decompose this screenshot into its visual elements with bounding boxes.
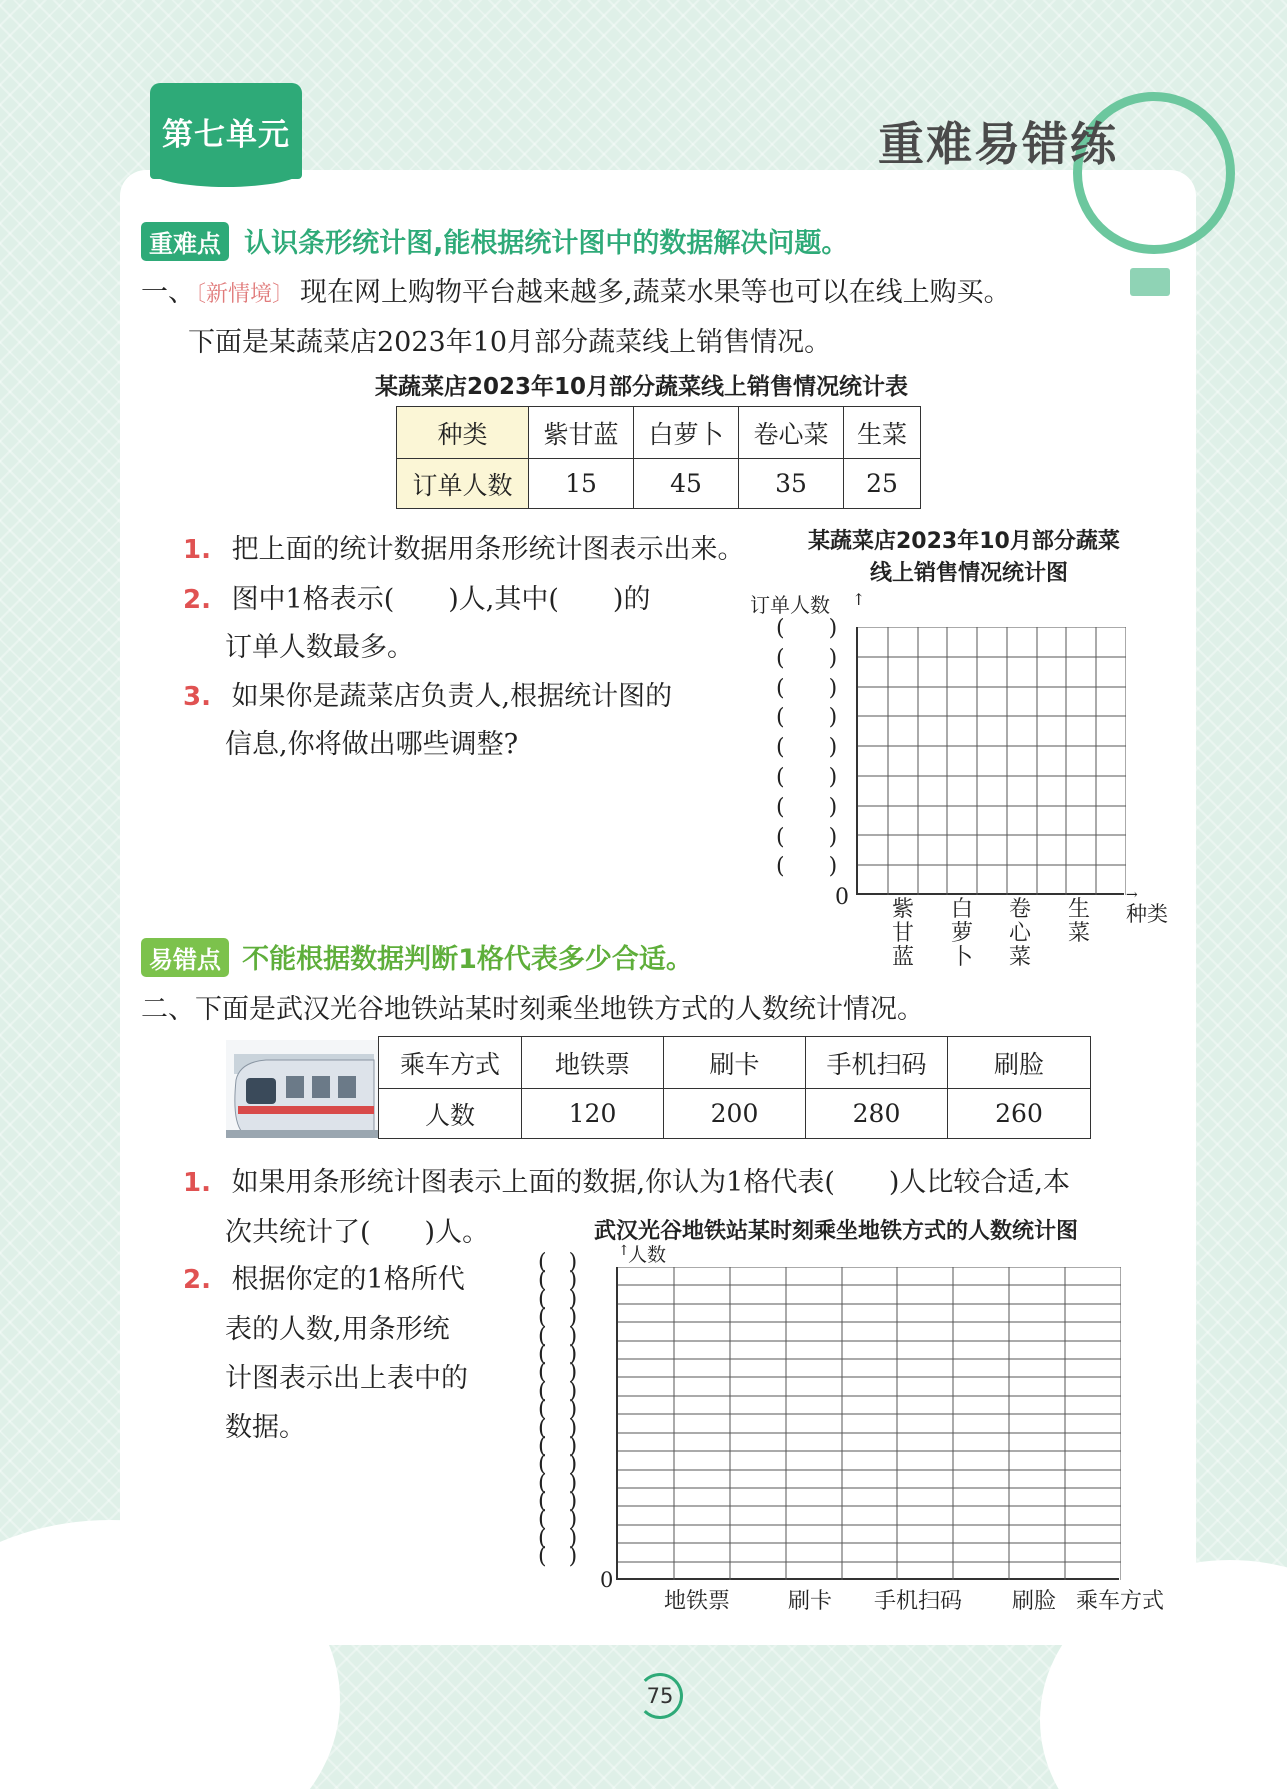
- balloon-basket-icon: [1130, 268, 1170, 296]
- sub-text: 如果用条形统计图表示上面的数据,你认为1格代表( )人比较合适,本: [231, 1167, 1070, 1198]
- sub-text: 图中1格表示( )人,其中( )的: [231, 584, 651, 615]
- table-header-cell: 种类: [397, 407, 529, 459]
- key-point-tag: 重难点: [141, 222, 229, 261]
- q1-chart-title2: 线上销售情况统计图: [870, 561, 1069, 586]
- y-scale-blank[interactable]: ( ): [538, 1507, 578, 1533]
- y-scale-blank[interactable]: ( ): [776, 705, 838, 731]
- y-axis-arrow-icon: ↑: [618, 1243, 630, 1259]
- y-scale-blank[interactable]: ( ): [538, 1544, 578, 1570]
- table-cell: 白萝卜: [634, 407, 739, 459]
- q1-table-title: 某蔬菜店2023年10月部分蔬菜线上销售情况统计表: [375, 374, 909, 400]
- q1-chart-ylabel: 订单人数: [750, 593, 830, 617]
- q2-x-tick: 刷卡: [788, 1589, 833, 1614]
- q1-x-tick: 紫甘蓝: [891, 897, 914, 970]
- sub-text: 次共统计了( )人。: [225, 1217, 490, 1248]
- table-cell: 地铁票: [522, 1037, 664, 1089]
- q2-sub2: [183, 1255, 468, 1452]
- sub-text: 数据。: [225, 1412, 306, 1443]
- table-cell: 15: [529, 459, 634, 509]
- q2-x-tick: 手机扫码: [874, 1589, 963, 1614]
- y-scale-blank[interactable]: ( ): [538, 1397, 578, 1423]
- sub-text: 计图表示出上表中的: [225, 1363, 468, 1394]
- x-axis-arrow-icon: →: [1126, 887, 1138, 903]
- y-scale-blank[interactable]: ( ): [776, 824, 838, 850]
- sub-number: 3.: [183, 682, 211, 712]
- q1-chart-grid: [856, 627, 1124, 895]
- subway-train-illustration: [226, 1040, 378, 1138]
- table-cell: 刷脸: [948, 1037, 1091, 1089]
- q1-sub1: [183, 527, 745, 566]
- q1-intro1: 现在网上购物平台越来越多,蔬菜水果等也可以在线上购买。: [300, 277, 1011, 308]
- y-scale-blank[interactable]: ( ): [538, 1525, 578, 1551]
- table-row: [379, 1089, 1091, 1139]
- sub-number: 2.: [183, 1265, 211, 1295]
- sub-text: 表的人数,用条形统: [225, 1314, 450, 1345]
- table-cell: 紫甘蓝: [529, 407, 634, 459]
- error-point-text: 不能根据数据判断1格代表多少合适。: [242, 944, 693, 975]
- y-scale-blank[interactable]: ( ): [538, 1341, 578, 1367]
- q2-chart-origin: 0: [600, 1568, 614, 1592]
- key-point: [141, 221, 848, 261]
- q1-table: [396, 406, 921, 509]
- table-cell: 45: [634, 459, 739, 509]
- sub-number: 1.: [183, 535, 211, 565]
- y-scale-blank[interactable]: ( ): [538, 1433, 578, 1459]
- sub-number: 1.: [183, 1168, 211, 1198]
- section-title: 重难易错练: [878, 117, 1118, 171]
- sub-text: 信息,你将做出哪些调整?: [225, 729, 519, 760]
- new-situation-tag: 〔新情境〕: [195, 282, 295, 307]
- unit-label: 第七单元: [162, 116, 290, 153]
- table-cell: 280: [806, 1089, 948, 1139]
- q1-x-tick: 白萝卜: [950, 897, 973, 970]
- q1-sub3: [183, 673, 672, 769]
- table-row: [397, 459, 921, 509]
- sub-text: 把上面的统计数据用条形统计图表示出来。: [231, 534, 745, 565]
- q1-chart-title1: 某蔬菜店2023年10月部分蔬菜: [808, 529, 1120, 554]
- unit-tab: [150, 83, 302, 179]
- y-scale-blank[interactable]: ( ): [538, 1470, 578, 1496]
- y-scale-blank[interactable]: ( ): [538, 1489, 578, 1515]
- error-point: [141, 937, 693, 977]
- y-scale-blank[interactable]: ( ): [776, 794, 838, 820]
- y-scale-blank[interactable]: ( ): [538, 1452, 578, 1478]
- q1-y-scale-blanks: [776, 614, 837, 882]
- sub-text: 订单人数最多。: [225, 632, 414, 663]
- q1-x-tick: 卷心菜: [1008, 897, 1031, 970]
- table-header-cell: 订单人数: [397, 459, 529, 509]
- y-scale-blank[interactable]: ( ): [538, 1415, 578, 1441]
- y-scale-blank[interactable]: ( ): [538, 1305, 578, 1331]
- sub-text: 如果你是蔬菜店负责人,根据统计图的: [231, 681, 673, 712]
- y-scale-blank[interactable]: ( ): [776, 616, 838, 641]
- table-cell: 手机扫码: [806, 1037, 948, 1089]
- y-scale-blank[interactable]: ( ): [538, 1268, 578, 1294]
- sub-number: 2.: [183, 585, 211, 615]
- table-cell: 260: [948, 1089, 1091, 1139]
- table-cell: 35: [739, 459, 844, 509]
- y-scale-blank[interactable]: ( ): [538, 1360, 578, 1386]
- page-number: 75: [637, 1673, 683, 1719]
- sub-text: 根据你定的1格所代: [231, 1264, 465, 1295]
- q2-chart-title: 武汉光谷地铁站某时刻乘坐地铁方式的人数统计图: [594, 1219, 1079, 1244]
- y-scale-blank[interactable]: ( ): [538, 1378, 578, 1404]
- table-row: [397, 407, 921, 459]
- q1-x-tick: 生菜: [1067, 897, 1090, 946]
- q2-grid-lines: [618, 1267, 1121, 1580]
- table-header-cell: 人数: [379, 1089, 522, 1139]
- y-scale-blank[interactable]: ( ): [538, 1323, 578, 1349]
- y-scale-blank[interactable]: ( ): [776, 854, 838, 880]
- table-cell: 120: [522, 1089, 664, 1139]
- y-scale-blank[interactable]: ( ): [776, 645, 838, 671]
- q1-prefix: 一、: [141, 277, 195, 308]
- y-scale-blank[interactable]: ( ): [538, 1250, 578, 1275]
- q2-x-tick: 地铁票: [664, 1589, 731, 1614]
- q1-intro-line1: [141, 270, 1011, 309]
- q1-grid-lines: [858, 627, 1126, 895]
- table-cell: 25: [844, 459, 921, 509]
- y-scale-blank[interactable]: ( ): [538, 1286, 578, 1312]
- key-point-text: 认识条形统计图,能根据统计图中的数据解决问题。: [244, 228, 849, 259]
- q2-x-tick: 刷脸: [1012, 1589, 1057, 1614]
- y-axis-arrow-icon: ↑: [852, 590, 866, 609]
- error-point-tag: 易错点: [141, 938, 229, 977]
- q2-chart-ylabel: 人数: [628, 1244, 667, 1266]
- table-cell: 200: [664, 1089, 806, 1139]
- q2-table: [378, 1036, 1091, 1139]
- y-scale-blank[interactable]: ( ): [776, 764, 838, 790]
- q1-chart-origin: 0: [835, 885, 849, 910]
- table-cell: 生菜: [844, 407, 921, 459]
- y-scale-blank[interactable]: ( ): [776, 675, 838, 701]
- table-cell: 卷心菜: [739, 407, 844, 459]
- q1-sub2: [183, 576, 650, 672]
- q1-chart-xlabel: 种类: [1126, 902, 1168, 926]
- q1-intro2: 下面是某蔬菜店2023年10月部分蔬菜线上销售情况。: [188, 327, 832, 358]
- table-cell: 刷卡: [664, 1037, 806, 1089]
- q2-chart-xlabel: 乘车方式: [1076, 1589, 1165, 1614]
- table-row: [379, 1037, 1091, 1089]
- q2-intro: 二、下面是武汉光谷地铁站某时刻乘坐地铁方式的人数统计情况。: [141, 994, 924, 1025]
- q2-chart-grid: [616, 1267, 1119, 1580]
- q2-y-scale-blanks: [538, 1250, 578, 1570]
- y-scale-blank[interactable]: ( ): [776, 735, 838, 761]
- table-header-cell: 乘车方式: [379, 1037, 522, 1089]
